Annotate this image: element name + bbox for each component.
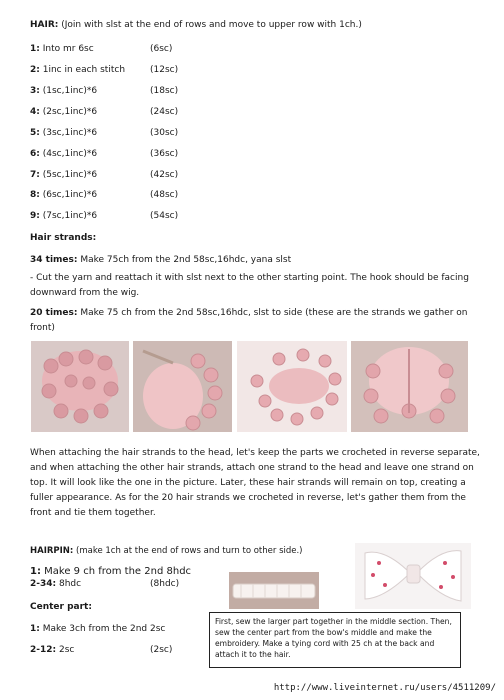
hairpin-band-photo — [229, 572, 319, 609]
row-number: 6: — [30, 149, 40, 159]
crochet-cap-image — [133, 341, 232, 432]
hair-heading: HAIR: — [30, 20, 59, 30]
center-row — [30, 644, 74, 656]
row-number: 2-12: — [30, 645, 57, 655]
row-text: 2sc — [56, 645, 75, 655]
hair-row — [30, 148, 97, 160]
row-text: Into mr 6sc — [42, 44, 94, 54]
strands-34-label: 34 times: — [30, 255, 78, 265]
center-heading: Center part: — [30, 602, 92, 612]
strands-20-text: Make 75 ch from the 2nd 58sc,16hdc, slst to side (these are the strands we gather on front) — [30, 308, 468, 333]
attach-paragraph: When attaching the hair strands to the head, let's keep the parts we crocheted in reverse separate, and when attaching the other hair strands, attach one strand to the head and leave one strand on top. It will look like the one in the picture. Later, these hair strands will remain on top, creating a fuller appearance. As for the 20 hair strands we crocheted in reverse, let's gather them from the front and tie them together. — [30, 448, 480, 518]
row-number: 7: — [30, 170, 40, 180]
row-number: 2-34: — [30, 579, 57, 589]
center-row — [30, 623, 165, 635]
row-count: (30sc) — [150, 128, 179, 138]
row-text: (3sc,1inc)*6 — [42, 128, 98, 138]
row-text: (1sc,1inc)*6 — [42, 86, 98, 96]
row-text: Make 9 ch from the 2nd 8hdc — [40, 566, 192, 577]
hair-row — [30, 169, 97, 181]
row-number: 1: — [30, 624, 40, 634]
row-text: 1inc in each stitch — [42, 65, 126, 75]
hairpin-bow-photo — [355, 543, 471, 609]
crochet-hair-front-image — [351, 341, 468, 432]
hairpin-heading: HAIRPIN: — [30, 546, 74, 556]
hair-photo-4 — [351, 341, 468, 432]
row-count: (54sc) — [150, 211, 179, 221]
hair-photo-1 — [31, 341, 129, 432]
hair-intro: (Join with slst at the end of rows and move to upper row with 1ch.) — [58, 20, 362, 30]
row-number: 3: — [30, 86, 40, 96]
hair-row — [30, 85, 97, 97]
strands-34-line — [30, 254, 291, 266]
row-number: 8: — [30, 190, 40, 200]
hair-row — [30, 106, 97, 118]
hair-row — [30, 43, 94, 55]
hair-row — [30, 189, 97, 201]
hairpin-row — [30, 578, 81, 590]
row-count: (24sc) — [150, 107, 179, 117]
row-number: 1: — [30, 44, 40, 54]
strands-cut-paragraph: - Cut the yarn and reattach it with slst next to the other starting point. The hook should be facing downward from the wig. — [30, 273, 469, 298]
row-count: (18sc) — [150, 86, 179, 96]
row-number: 2: — [30, 65, 40, 75]
row-count: (2sc) — [150, 645, 173, 655]
crochet-strands-image — [237, 341, 347, 432]
hair-header — [30, 19, 362, 31]
row-number: 9: — [30, 211, 40, 221]
row-number: 5: — [30, 128, 40, 138]
row-text: (2sc,1inc)*6 — [42, 107, 98, 117]
row-text: (6sc,1inc)*6 — [42, 190, 98, 200]
strands-20-paragraph — [30, 306, 480, 336]
row-text: (4sc,1inc)*6 — [42, 149, 98, 159]
hair-row — [30, 127, 97, 139]
row-text: Make 3ch from the 2nd 2sc — [39, 624, 166, 634]
row-number: 4: — [30, 107, 40, 117]
hair-row — [30, 210, 97, 222]
hair-photo-3 — [237, 341, 347, 432]
hair-row — [30, 64, 125, 76]
strands-20-label: 20 times: — [30, 308, 78, 318]
hairpin-header — [30, 545, 303, 557]
row-count: (48sc) — [150, 190, 179, 200]
strands-34-text: Make 75ch from the 2nd 58sc,16hdc, yana slst — [77, 255, 292, 265]
instruction-note — [209, 612, 461, 668]
hairpin-row — [30, 566, 191, 578]
hair-photo-2 — [133, 341, 232, 432]
hairpin-intro: (make 1ch at the end of rows and turn to other side.) — [73, 546, 303, 556]
crochet-band-image — [229, 572, 319, 609]
row-number: 1: — [30, 566, 41, 577]
row-text: 8hdc — [56, 579, 82, 589]
row-count: (42sc) — [150, 170, 179, 180]
row-count: (12sc) — [150, 65, 179, 75]
row-text: (7sc,1inc)*6 — [42, 211, 98, 221]
row-text: (5sc,1inc)*6 — [42, 170, 98, 180]
row-count: (6sc) — [150, 44, 173, 54]
crochet-wig-image — [31, 341, 129, 432]
source-url[interactable]: http://www.liveinternet.ru/users/4511209/ — [273, 683, 496, 693]
row-count: (8hdc) — [150, 579, 180, 589]
row-count: (36sc) — [150, 149, 179, 159]
strands-heading: Hair strands: — [30, 233, 97, 243]
crochet-bow-image — [355, 543, 471, 609]
note-text: First, sew the larger part together in the middle section. Then, sew the center part from the bow's middle and make the embroidery. Make a tying cord with 25 ch at the back and attach it to the hair. — [215, 617, 452, 659]
